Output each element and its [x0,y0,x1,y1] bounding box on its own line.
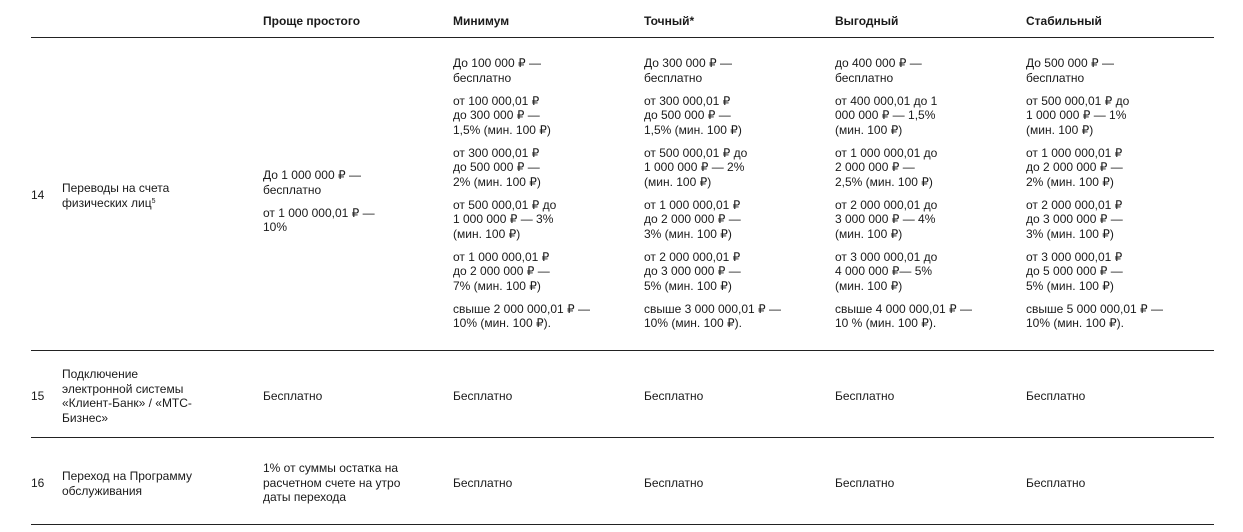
tariff-line: До 300 000 ₽ — бесплатно [644,56,732,85]
column-header-prosche-prostogo: Проще простого [263,14,361,28]
service-name: Переводы на счета физических лиц$^5$ [62,181,170,210]
tariff-line: от 1 000 000,01 ₽ — 10% [263,205,375,234]
tariff-cell: Бесплатно [644,476,704,490]
divider [31,524,1214,525]
tariff-line: от 3 000 000,01 до 4 000 000 ₽— 5% (мин. 100 ₽) [835,249,938,293]
row-number: 15 [31,389,45,403]
tariff-cell: Бесплатно [644,389,704,403]
divider [31,37,1214,38]
tariff-cell: Бесплатно [835,476,895,490]
tariff-line: от 300 000,01 ₽ до 500 000 ₽ — 2% (мин. 100 ₽) [453,145,541,189]
tariff-line: свыше 3 000 000,01 ₽ — 10% (мин. 100 ₽). [644,301,782,330]
tariff-line: от 400 000,01 до 1 000 000 ₽ — 1,5% (мин. 100 ₽) [835,93,938,137]
tariff-line: свыше 4 000 000,01 ₽ — 10 % (мин. 100 ₽). [835,301,973,330]
tariff-line: от 1 000 000,01 ₽ до 2 000 000 ₽ — 3% (мин. 100 ₽) [644,197,741,241]
tariff-cell [835,56,1020,339]
column-header-vygodny: Выгодный [835,14,899,28]
divider [31,350,1214,351]
tariff-line: от 1 000 000,01 ₽ до 2 000 000 ₽ — 2% (мин. 100 ₽) [1026,145,1123,189]
tariff-line: До 1 000 000 ₽ — бесплатно [263,168,361,197]
tariff-cell: 1% от суммы остатка на расчетном счете на утро даты перехода [263,461,401,504]
tariff-line: от 2 000 000,01 до 3 000 000 ₽ — 4% (мин. 100 ₽) [835,197,938,241]
tariff-line: от 300 000,01 ₽ до 500 000 ₽ — 1,5% (мин. 100 ₽) [644,93,742,137]
tariff-cell [1026,56,1211,339]
tariff-line: от 2 000 000,01 ₽ до 3 000 000 ₽ — 3% (мин. 100 ₽) [1026,197,1123,241]
tariff-line: от 100 000,01 ₽ до 300 000 ₽ — 1,5% (мин. 100 ₽) [453,93,551,137]
tariff-cell [644,56,829,339]
tariff-line: До 100 000 ₽ — бесплатно [453,56,541,85]
column-header-minimum: Минимум [453,14,510,28]
tariff-line: До 500 000 ₽ — бесплатно [1026,56,1114,85]
tariff-cell: Бесплатно [1026,389,1086,403]
tariff-line: от 1 000 000,01 до 2 000 000 ₽ — 2,5% (мин. 100 ₽) [835,145,938,189]
tariff-line: свыше 2 000 000,01 ₽ — 10% (мин. 100 ₽). [453,301,591,330]
tariff-line: от 2 000 000,01 ₽ до 3 000 000 ₽ — 5% (мин. 100 ₽) [644,249,741,293]
tariff-cell: Бесплатно [835,389,895,403]
tariff-cell: Бесплатно [453,476,513,490]
service-name: Переход на Программу обслуживания [62,469,192,498]
service-name: Подключение электронной системы «Клиент-Банк» / «МТС-Бизнес» [62,367,192,425]
tariff-line: от 1 000 000,01 ₽ до 2 000 000 ₽ — 7% (мин. 100 ₽) [453,249,550,293]
row-number: 16 [31,476,45,490]
tariff-cell: Бесплатно [263,389,323,403]
footnote-mark: 5 [151,197,156,205]
column-header-tochny: Точный* [644,14,695,28]
divider [31,437,1214,438]
tariff-cell [453,56,638,339]
column-header-stabilny: Стабильный [1026,14,1102,28]
tariff-line: свыше 5 000 000,01 ₽ — 10% (мин. 100 ₽). [1026,301,1164,330]
tariff-cell: Бесплатно [453,389,513,403]
tariff-cell [263,168,448,243]
tariff-cell: Бесплатно [1026,476,1086,490]
tariff-line: от 3 000 000,01 ₽ до 5 000 000 ₽ — 5% (мин. 100 ₽) [1026,249,1123,293]
tariff-line: от 500 000,01 ₽ до 1 000 000 ₽ — 2% (мин. 100 ₽) [644,145,748,189]
tariff-line: от 500 000,01 ₽ до 1 000 000 ₽ — 3% (мин. 100 ₽) [453,197,557,241]
tariff-line: до 400 000 ₽ — бесплатно [835,56,922,85]
tariff-line: от 500 000,01 ₽ до 1 000 000 ₽ — 1% (мин. 100 ₽) [1026,93,1130,137]
row-number: 14 [31,188,45,202]
